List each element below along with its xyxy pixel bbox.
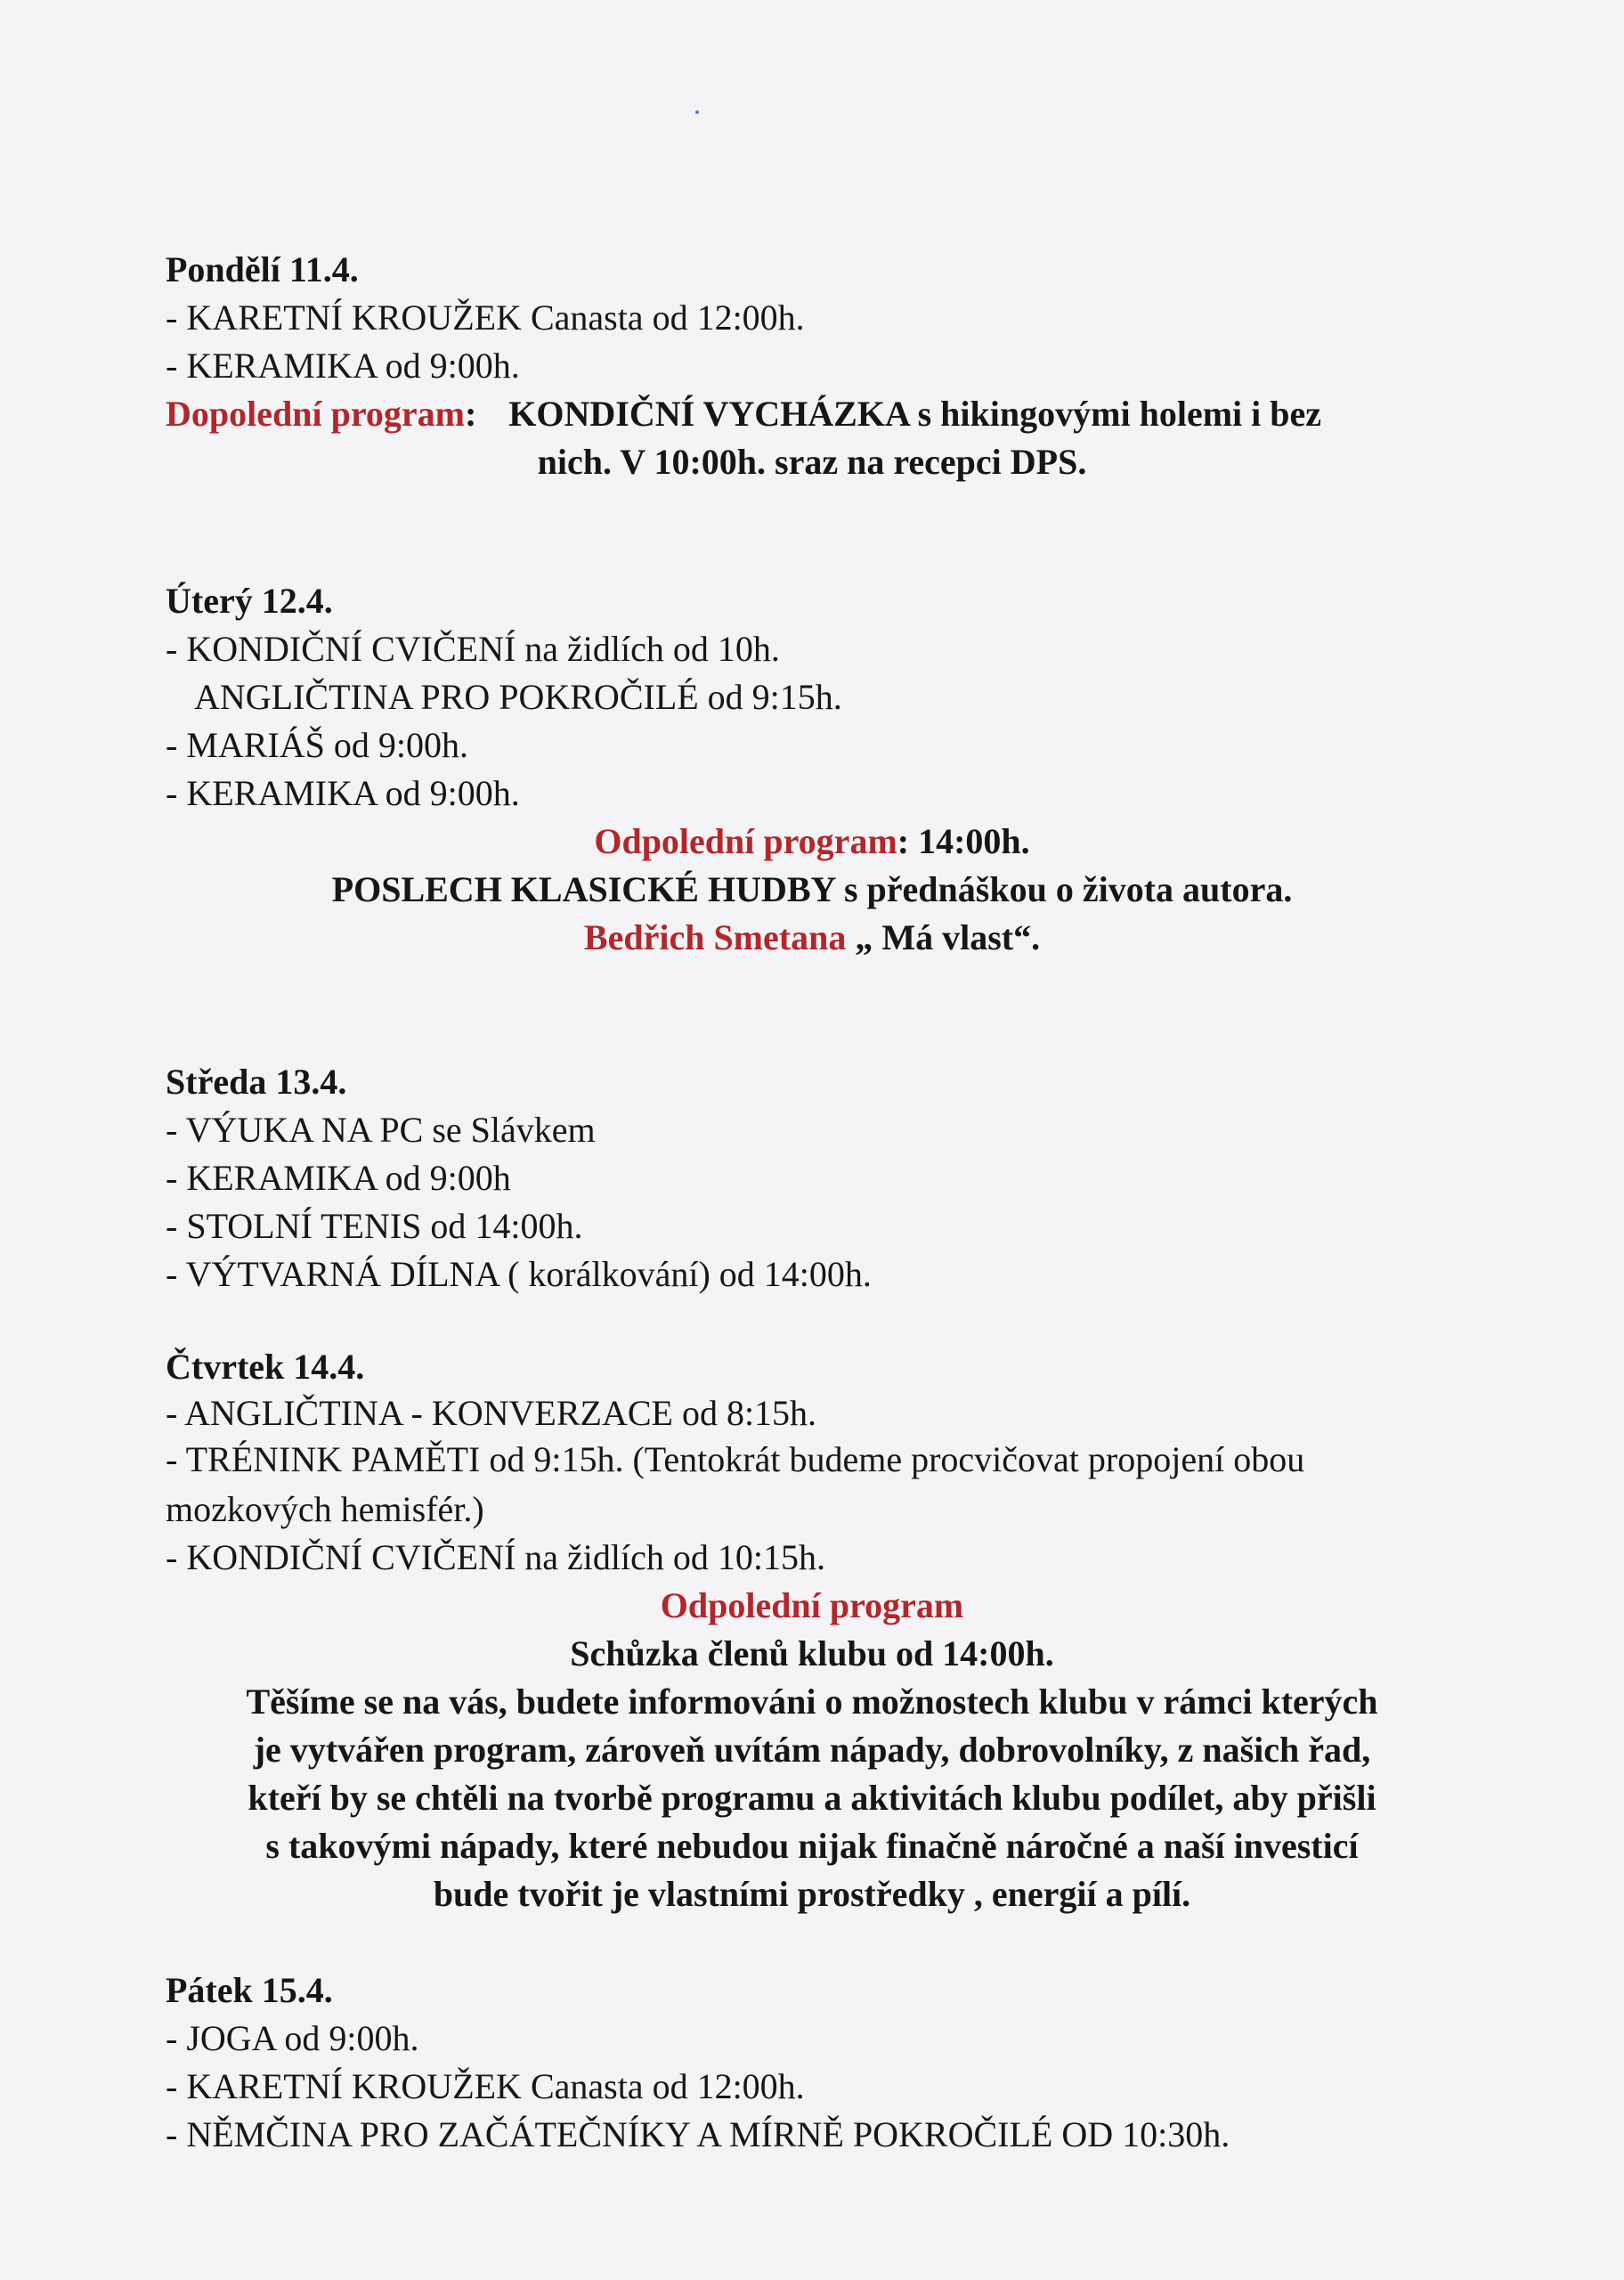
tuesday-item: - MARIÁŠ od 9:00h. [166, 725, 469, 765]
scan-speck [695, 110, 699, 114]
thursday-program-text: s takovými nápady, které nebudou nijak finačně náročné a naší investicí [265, 1826, 1359, 1866]
program-time: : 14:00h. [897, 821, 1030, 861]
thursday-item: mozkových hemisfér.) [166, 1489, 484, 1529]
tuesday-item: ANGLIČTINA PRO POKROČILÉ od 9:15h. [194, 677, 842, 717]
thursday-program-text: kteří by se chtěli na tvorbě programu a aktivitách klubu podílet, aby přišli [248, 1778, 1376, 1818]
tuesday-item: - KERAMIKA od 9:00h. [166, 773, 520, 813]
tuesday-item: - KONDIČNÍ CVIČENÍ na židlích od 10h. [166, 629, 780, 669]
tuesday-composer-line [0, 914, 1624, 962]
wednesday-title: Středa 13.4. [166, 1062, 347, 1102]
tuesday-title: Úterý 12.4. [166, 581, 333, 621]
thursday-program-text: je vytvářen program, zároveň uvítám nápady, dobrovolníky, z našich řad, [253, 1730, 1371, 1770]
tuesday-program [0, 818, 1624, 866]
composer: Bedřich Smetana [583, 917, 847, 957]
wednesday-item: - KERAMIKA od 9:00h [166, 1158, 511, 1198]
monday-program [166, 390, 1321, 438]
thursday-title: Čtvrtek 14.4. [166, 1347, 365, 1387]
work-title: „ Má vlast“. [846, 917, 1041, 957]
thursday-item: - KONDIČNÍ CVIČENÍ na židlích od 10:15h. [166, 1537, 825, 1577]
monday-program-cont: nich. V 10:00h. sraz na recepci DPS. [537, 442, 1087, 482]
program-label: Odpolední program [594, 821, 897, 861]
monday-item: - KARETNÍ KROUŽEK Canasta od 12:00h. [166, 297, 805, 338]
wednesday-item: - VÝTVARNÁ DÍLNA ( korálkování) od 14:00h. [166, 1254, 872, 1294]
program-text: KONDIČNÍ VYCHÁZKA s hikingovými holemi i bez [508, 394, 1321, 434]
thursday-item: - TRÉNINK PAMĚTI od 9:15h. (Tentokrát budeme procvičovat propojení obou [166, 1439, 1305, 1479]
friday-title: Pátek 15.4. [166, 1970, 333, 2010]
friday-item: - JOGA od 9:00h. [166, 2018, 419, 2058]
thursday-program-text: Těšíme se na vás, budete informováni o možnostech klubu v rámci kterých [246, 1682, 1378, 1722]
thursday-item: - ANGLIČTINA - KONVERZACE od 8:15h. [166, 1393, 817, 1433]
monday-item: - KERAMIKA od 9:00h. [166, 346, 520, 386]
thursday-program-text: bude tvořit je vlastními prostředky , energií a pílí. [433, 1874, 1191, 1914]
friday-item: - NĚMČINA PRO ZAČÁTEČNÍKY A MÍRNĚ POKROČILÉ OD 10:30h. [166, 2114, 1230, 2154]
wednesday-item: - VÝUKA NA PC se Slávkem [166, 1110, 596, 1150]
tuesday-program-text: POSLECH KLASICKÉ HUDBY s přednáškou o života autora. [331, 869, 1293, 909]
thursday-program-label: Odpolední program [660, 1585, 964, 1625]
program-label: Dopolední program [166, 394, 465, 434]
monday-title: Pondělí 11.4. [166, 249, 359, 289]
program-colon: : [464, 394, 477, 434]
friday-item: - KARETNÍ KROUŽEK Canasta od 12:00h. [166, 2066, 805, 2106]
wednesday-item: - STOLNÍ TENIS od 14:00h. [166, 1206, 583, 1246]
thursday-program-text: Schůzka členů klubu od 14:00h. [570, 1633, 1054, 1673]
